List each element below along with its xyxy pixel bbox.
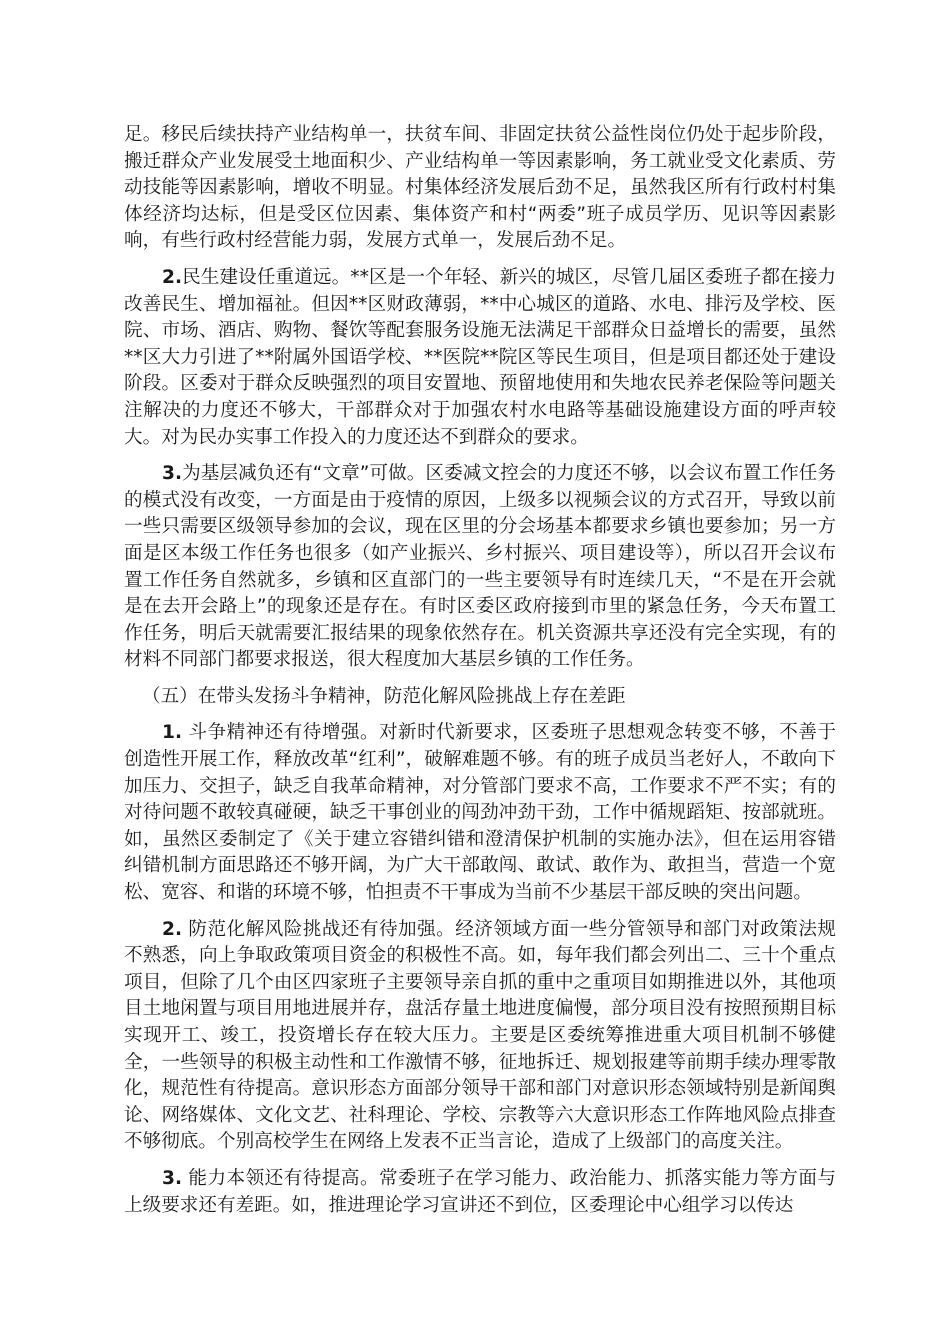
item-number: 2. [162, 266, 183, 288]
item-number: 3. [162, 463, 183, 485]
item-number: 1. [162, 722, 183, 744]
paragraph-burden-reduction [124, 461, 836, 674]
paragraph-fighting-spirit [124, 720, 836, 906]
document-page [124, 122, 836, 1229]
paragraph-capability [124, 1166, 836, 1219]
item-number: 2. [162, 918, 183, 940]
paragraph-continuation: 足。移民后续扶持产业结构单一，扶贫车间、非固定扶贫公益性岗位仍处于起步阶段，搬迁群众产业发展受土地面积少、产业结构单一等因素影响，务工就业受文化素质、劳动技能等因素影响，增收不明显。村集体经济发展后劲不足，虽然我区所有行政村村集体经济均达标，但是受区位因素、集体资产和村“两委”班子成员学历、见识等因素影响，有些行政村经营能力弱，发展方式单一，发展后劲不足。 [124, 124, 836, 252]
paragraph-risk-prevention [124, 917, 836, 1156]
item-number: 3. [162, 1167, 183, 1189]
paragraph-text: 能力本领还有待提高。常委班子在学习能力、政治能力、抓落实能力等方面与上级要求还有差距。如，推进理论学习宣讲还不到位，区委理论中心组学习以传达 [124, 1167, 836, 1216]
paragraph-text: 民生建设任重道远。**区是一个年轻、新兴的城区，尽管几届区委班子都在接力改善民生、增加福祉。但因**区财政薄弱，**中心城区的道路、水电、排污及学校、医院、市场、酒店、购物、餐饮等配套服务设施无法满足干部群众日益增长的需要，虽然**区大力引进了**附属外国语学校、**医院**院区等民生项目，但是项目都还处于建设阶段。区委对于群众反映强烈的项目安置地、预留地使用和失地农民养老保险等问题关注解决的力度还不够大，干部群众对于加强农村水电路等基础设施建设方面的呼声较大。对为民办实事工作投入的力度还达不到群众的要求。 [124, 266, 836, 448]
paragraph-text: 为基层减负还有“文章”可做。区委减文控会的力度还不够，以会议布置工作任务的模式没有改变，一方面是由于疫情的原因，上级多以视频会议的方式召开，导致以前一些只需要区级领导参加的会议，现在区里的分会场基本都要求乡镇也要参加；另一方面是区本级工作任务也很多（如产业振兴、乡村振兴、项目建设等），所以召开会议布置工作任务自然就多，乡镇和区直部门的一些主要领导有时连续几天，“不是在开会就是在去开会路上”的现象还是存在。有时区委区政府接到市里的紧急任务，今天布置工作任务，明后天就需要汇报结果的现象依然存在。机关资源共享还没有完全实现，有的材料不同部门都要求报送，很大程度加大基层乡镇的工作任务。 [124, 463, 836, 671]
paragraph-text: 斗争精神还有待增强。对新时代新要求，区委班子思想观念转变不够，不善于创造性开展工作，释放改革“红利”，破解难题不够。有的班子成员当老好人，不敢向下加压力、交担子，缺乏自我革命精神，对分管部门要求不高，工作要求不严不实；有的对待问题不敢较真碰硬，缺乏干事创业的闯劲冲劲干劲，工作中循规蹈矩、按部就班。如，虽然区委制定了《关于建立容错纠错和澄清保护机制的实施办法》，但在运用容错纠错机制方面思路还不够开阔，为广大干部敢闯、敢试、敢作为、敢担当，营造一个宽松、宽容、和谐的环境不够，怕担责不干事成为当前不少基层干部反映的突出问题。 [124, 722, 836, 904]
paragraph-livelihood [124, 265, 836, 451]
paragraph-text: 防范化解风险挑战还有待加强。经济领域方面一些分管领导和部门对政策法规不熟悉，向上争取政策项目资金的积极性不高。如，每年我们都会列出二、三十个重点项目，但除了几个由区四家班子主要领导亲自抓的重中之重项目如期推进以外，其他项目土地闲置与项目用地进展并存，盘活存量土地进度偏慢，部分项目没有按照预期目标实现开工、竣工，投资增长存在较大压力。主要是区委统筹推进重大项目机制不够健全，一些领导的积极主动性和工作激情不够，征地拆迁、规划报建等前期手续办理零散化，规范性有待提高。意识形态方面部分领导干部和部门对意识形态领域特别是新闻舆论、网络媒体、文化文艺、社科理论、学校、宗教等六大意识形态工作阵地风险点排查不够彻底。个别高校学生在网络上发表不正当言论，造成了上级部门的高度关注。 [124, 918, 836, 1153]
section-heading-five: （五）在带头发扬斗争精神，防范化解风险挑战上存在差距 [142, 685, 626, 707]
